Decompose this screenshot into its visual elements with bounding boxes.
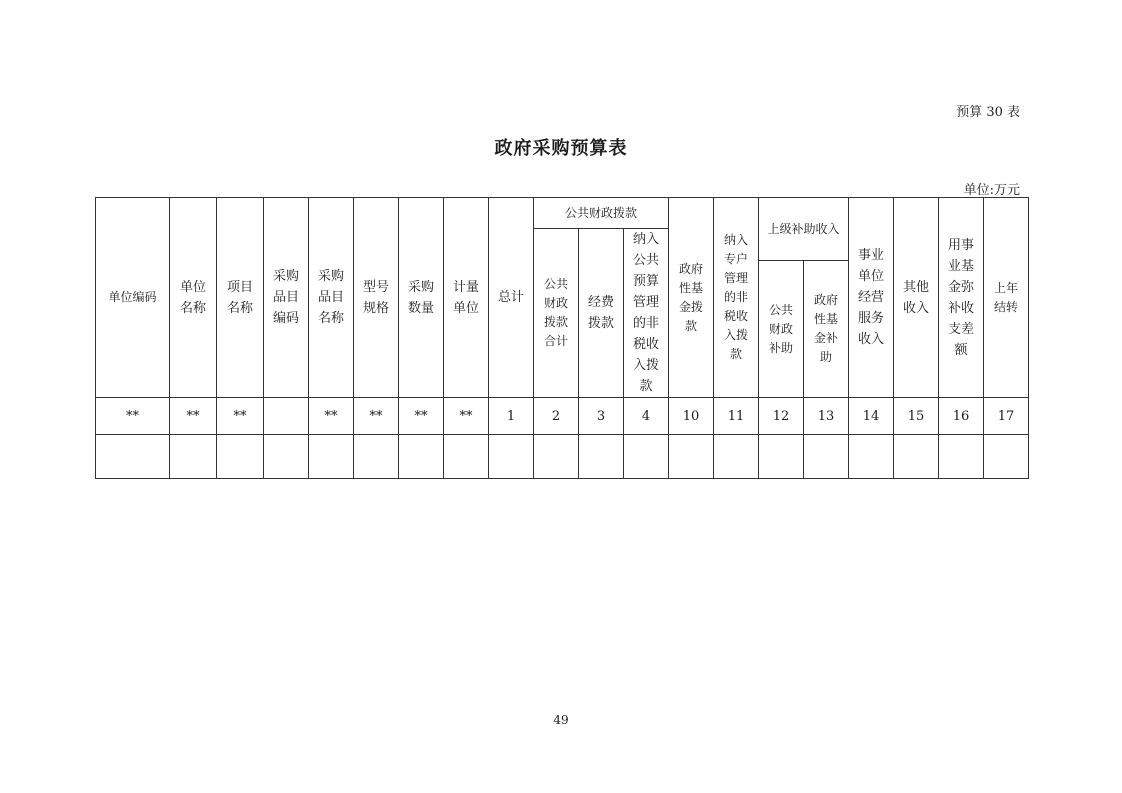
header-superior-subsidy-group: 上级补助收入 — [759, 198, 849, 261]
header-gov-fund: 政府性基金拨款 — [669, 198, 714, 398]
header-gov-fund-subsidy: 政府性基金补助 — [804, 261, 849, 398]
empty-cell — [309, 435, 354, 479]
header-total: 总计 — [489, 198, 534, 398]
index-cell: 14 — [849, 398, 894, 435]
empty-cell — [217, 435, 264, 479]
index-cell: 17 — [984, 398, 1029, 435]
index-cell: ** — [309, 398, 354, 435]
header-catalog-name: 采购品目名称 — [309, 198, 354, 398]
empty-cell — [96, 435, 170, 479]
header-nontax-in-budget: 纳入公共预算管理的非税收入拨款 — [624, 229, 669, 398]
index-cell — [264, 398, 309, 435]
header-model: 型号规格 — [354, 198, 399, 398]
empty-cell — [489, 435, 534, 479]
index-cell: 13 — [804, 398, 849, 435]
header-unit-name: 单位名称 — [170, 198, 217, 398]
table-row-index — [96, 398, 1029, 435]
empty-cell — [939, 435, 984, 479]
table-row-empty — [96, 435, 1029, 479]
index-cell: 10 — [669, 398, 714, 435]
empty-cell — [170, 435, 217, 479]
header-funds-alloc: 经费拨款 — [579, 229, 624, 398]
empty-cell — [354, 435, 399, 479]
header-other-income: 其他收入 — [894, 198, 939, 398]
header-public-finance-group: 公共财政拨款 — [534, 198, 669, 229]
header-project-name: 项目名称 — [217, 198, 264, 398]
index-cell: ** — [399, 398, 444, 435]
empty-cell — [804, 435, 849, 479]
index-cell: 3 — [579, 398, 624, 435]
empty-cell — [624, 435, 669, 479]
empty-cell — [849, 435, 894, 479]
empty-cell — [894, 435, 939, 479]
index-cell: ** — [217, 398, 264, 435]
index-cell: ** — [354, 398, 399, 435]
empty-cell — [264, 435, 309, 479]
unit-label: 单位:万元 — [963, 183, 1020, 198]
empty-cell — [534, 435, 579, 479]
index-cell: 12 — [759, 398, 804, 435]
empty-cell — [399, 435, 444, 479]
header-catalog-code: 采购品目编码 — [264, 198, 309, 398]
header-measure-unit: 计量单位 — [444, 198, 489, 398]
index-cell: 4 — [624, 398, 669, 435]
index-cell: 1 — [489, 398, 534, 435]
empty-cell — [579, 435, 624, 479]
header-carryover: 上年结转 — [984, 198, 1029, 398]
header-business-income: 事业单位经营服务收入 — [849, 198, 894, 398]
page-number: 49 — [553, 713, 569, 727]
index-cell: ** — [96, 398, 170, 435]
table-number: 预算 30 表 — [956, 105, 1020, 120]
empty-cell — [444, 435, 489, 479]
header-nontax-special: 纳入专户管理的非税收入拨款 — [714, 198, 759, 398]
index-cell: 16 — [939, 398, 984, 435]
empty-cell — [984, 435, 1029, 479]
header-quantity: 采购数量 — [399, 198, 444, 398]
header-public-finance-subsidy: 公共财政补助 — [759, 261, 804, 398]
index-cell: ** — [444, 398, 489, 435]
empty-cell — [669, 435, 714, 479]
header-row-top — [96, 198, 1029, 229]
index-cell: ** — [170, 398, 217, 435]
empty-cell — [714, 435, 759, 479]
page-title: 政府采购预算表 — [494, 138, 628, 159]
index-cell: 15 — [894, 398, 939, 435]
procurement-budget-table — [95, 197, 1029, 479]
header-public-finance-total: 公共财政拨款合计 — [534, 229, 579, 398]
index-cell: 2 — [534, 398, 579, 435]
empty-cell — [759, 435, 804, 479]
index-cell: 11 — [714, 398, 759, 435]
header-unit-code: 单位编码 — [96, 198, 170, 398]
header-fund-balance: 用事业基金弥补收支差额 — [939, 198, 984, 398]
